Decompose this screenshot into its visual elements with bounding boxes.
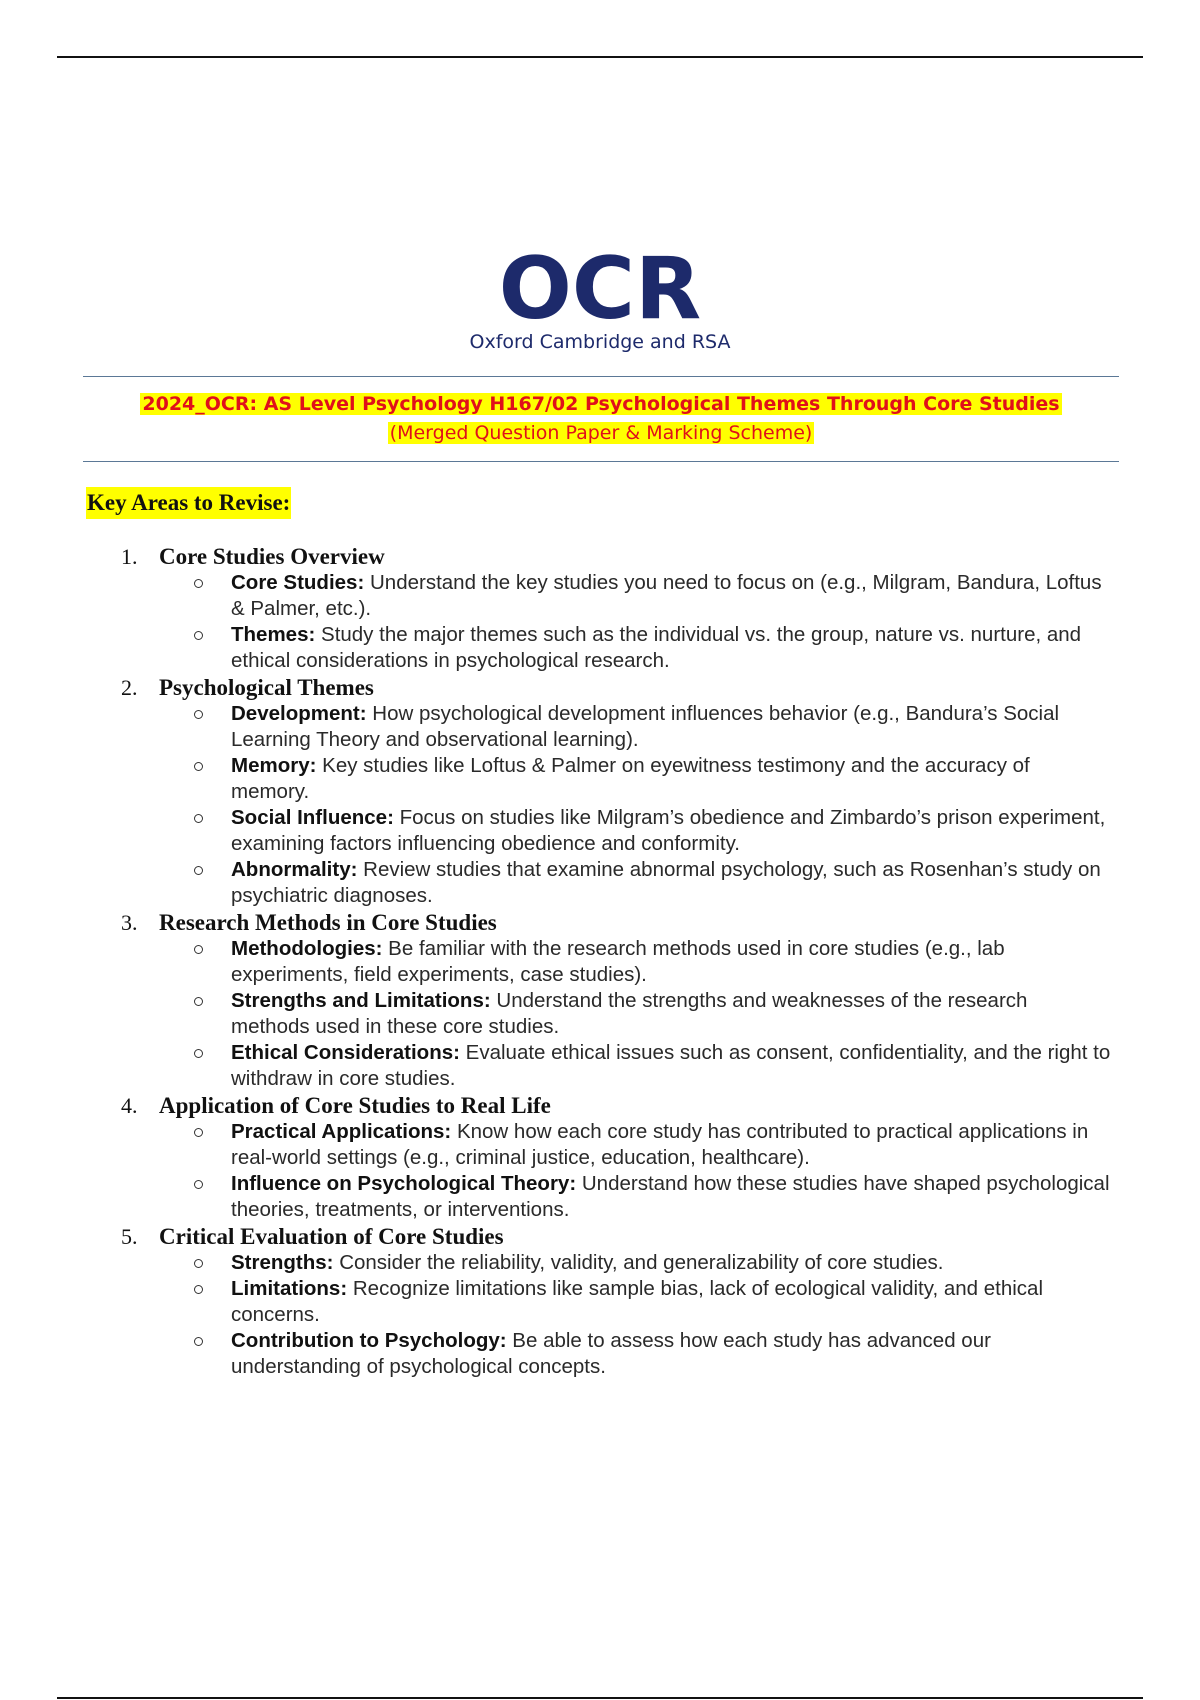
list-item bbox=[0, 753, 1111, 805]
section-title: Application of Core Studies to Real Life bbox=[159, 1093, 551, 1118]
header-divider-bottom bbox=[83, 461, 1119, 462]
outline-section bbox=[0, 1223, 1200, 1380]
hollow-circle-bullet-icon bbox=[194, 1049, 203, 1058]
section-number: 5. bbox=[121, 1224, 138, 1249]
list-item-body: Evaluate ethical issues such as consent, confidentiality, and the right to withdraw in core studies. bbox=[231, 1041, 1111, 1090]
hollow-circle-bullet-icon bbox=[194, 762, 203, 771]
hollow-circle-bullet-icon bbox=[194, 1259, 203, 1268]
outline-section bbox=[0, 543, 1200, 674]
section-number: 2. bbox=[121, 675, 138, 700]
list-item-text bbox=[231, 1119, 1111, 1171]
bottom-rule bbox=[57, 1697, 1143, 1699]
list-item-label: Limitations: bbox=[231, 1277, 348, 1300]
list-item-label: Practical Applications: bbox=[231, 1120, 452, 1143]
section-number: 3. bbox=[121, 910, 138, 935]
section-title: Critical Evaluation of Core Studies bbox=[159, 1224, 504, 1249]
list-item-text bbox=[231, 570, 1111, 622]
key-areas-heading: Key Areas to Revise: bbox=[86, 487, 291, 519]
list-item bbox=[0, 701, 1111, 753]
ocr-logo bbox=[458, 248, 742, 354]
section-heading bbox=[0, 674, 1200, 701]
list-item-body: Understand the key studies you need to focus on (e.g., Milgram, Bandura, Loftus & Palmer, etc.). bbox=[231, 571, 1102, 620]
list-item-text bbox=[231, 988, 1111, 1040]
document-subtitle: (Merged Question Paper & Marking Scheme) bbox=[389, 422, 813, 444]
outline-section bbox=[0, 1092, 1200, 1223]
list-item-body: How psychological development influences behavior (e.g., Bandura’s Social Learning Theory and observational learning). bbox=[231, 702, 1060, 751]
list-item bbox=[0, 1040, 1111, 1092]
list-item bbox=[0, 936, 1111, 988]
list-item-text bbox=[231, 1250, 1111, 1276]
logo-wordmark: OCR bbox=[498, 248, 702, 339]
list-item-text bbox=[231, 753, 1111, 805]
outline-section bbox=[0, 674, 1200, 909]
section-heading bbox=[0, 1223, 1200, 1250]
list-item bbox=[0, 988, 1111, 1040]
list-item-text bbox=[231, 936, 1111, 988]
hollow-circle-bullet-icon bbox=[194, 1285, 203, 1294]
list-item-text bbox=[231, 1171, 1111, 1223]
list-item-text bbox=[231, 622, 1111, 674]
list-item bbox=[0, 805, 1111, 857]
list-item-label: Influence on Psychological Theory: bbox=[231, 1172, 577, 1195]
list-item-label: Memory: bbox=[231, 754, 317, 777]
section-heading bbox=[0, 543, 1200, 570]
list-item-label: Strengths: bbox=[231, 1251, 334, 1274]
hollow-circle-bullet-icon bbox=[194, 1337, 203, 1346]
hollow-circle-bullet-icon bbox=[194, 1128, 203, 1137]
list-item bbox=[0, 1119, 1111, 1171]
list-item-label: Abnormality: bbox=[231, 858, 358, 881]
hollow-circle-bullet-icon bbox=[194, 866, 203, 875]
list-item bbox=[0, 1328, 1111, 1380]
list-item-text bbox=[231, 1276, 1111, 1328]
section-title: Core Studies Overview bbox=[159, 544, 385, 569]
section-number: 1. bbox=[121, 544, 138, 569]
list-item-body: Focus on studies like Milgram’s obedience and Zimbardo’s prison experiment, examining factors influencing obedience and conformity. bbox=[231, 806, 1106, 855]
list-item-body: Review studies that examine abnormal psychology, such as Rosenhan’s study on psychiatric diagnoses. bbox=[231, 858, 1101, 907]
hollow-circle-bullet-icon bbox=[194, 997, 203, 1006]
list-item bbox=[0, 1250, 1111, 1276]
list-item-label: Contribution to Psychology: bbox=[231, 1329, 507, 1352]
section-number: 4. bbox=[121, 1093, 138, 1118]
list-item-text bbox=[231, 1040, 1111, 1092]
list-item-label: Social Influence: bbox=[231, 806, 394, 829]
list-item-body: Study the major themes such as the individual vs. the group, nature vs. nurture, and ethical considerations in psychological research. bbox=[231, 623, 1082, 672]
top-rule bbox=[57, 56, 1143, 58]
list-item-body: Be familiar with the research methods used in core studies (e.g., lab experiments, field experiments, case studies). bbox=[231, 937, 1005, 986]
section-title: Psychological Themes bbox=[159, 675, 374, 700]
list-item bbox=[0, 857, 1111, 909]
document-title-block bbox=[83, 390, 1119, 448]
section-heading bbox=[0, 909, 1200, 936]
list-item bbox=[0, 1276, 1111, 1328]
list-item-body: Understand the strengths and weaknesses of the research methods used in these core studies. bbox=[231, 989, 1028, 1038]
list-item-label: Themes: bbox=[231, 623, 316, 646]
list-item-text bbox=[231, 805, 1111, 857]
hollow-circle-bullet-icon bbox=[194, 814, 203, 823]
list-item-body: Consider the reliability, validity, and generalizability of core studies. bbox=[339, 1251, 944, 1274]
revision-outline bbox=[0, 543, 1200, 1380]
hollow-circle-bullet-icon bbox=[194, 945, 203, 954]
list-item-label: Core Studies: bbox=[231, 571, 365, 594]
list-item-text bbox=[231, 1328, 1111, 1380]
section-heading bbox=[0, 1092, 1200, 1119]
document-title: 2024_OCR: AS Level Psychology H167/02 Psychological Themes Through Core Studies bbox=[142, 393, 1060, 415]
list-item-text bbox=[231, 701, 1111, 753]
list-item-body: Understand how these studies have shaped psychological theories, treatments, or interventions. bbox=[231, 1172, 1110, 1221]
list-item-body: Know how each core study has contributed to practical applications in real-world settings (e.g., criminal justice, education, healthcare). bbox=[231, 1120, 1089, 1169]
list-item bbox=[0, 570, 1111, 622]
list-item-label: Strengths and Limitations: bbox=[231, 989, 491, 1012]
list-item-label: Development: bbox=[231, 702, 367, 725]
outline-section bbox=[0, 909, 1200, 1092]
list-item-text bbox=[231, 857, 1111, 909]
list-item-label: Methodologies: bbox=[231, 937, 383, 960]
list-item-label: Ethical Considerations: bbox=[231, 1041, 460, 1064]
list-item bbox=[0, 1171, 1111, 1223]
hollow-circle-bullet-icon bbox=[194, 710, 203, 719]
hollow-circle-bullet-icon bbox=[194, 579, 203, 588]
hollow-circle-bullet-icon bbox=[194, 631, 203, 640]
list-item-body: Key studies like Loftus & Palmer on eyewitness testimony and the accuracy of memory. bbox=[231, 754, 1030, 803]
list-item bbox=[0, 622, 1111, 674]
header-divider-top bbox=[83, 376, 1119, 377]
list-item-body: Be able to assess how each study has advanced our understanding of psychological concepts. bbox=[231, 1329, 991, 1378]
logo-tagline: Oxford Cambridge and RSA bbox=[469, 331, 731, 353]
list-item-body: Recognize limitations like sample bias, lack of ecological validity, and ethical concerns. bbox=[231, 1277, 1043, 1326]
hollow-circle-bullet-icon bbox=[194, 1180, 203, 1189]
section-title: Research Methods in Core Studies bbox=[159, 910, 497, 935]
